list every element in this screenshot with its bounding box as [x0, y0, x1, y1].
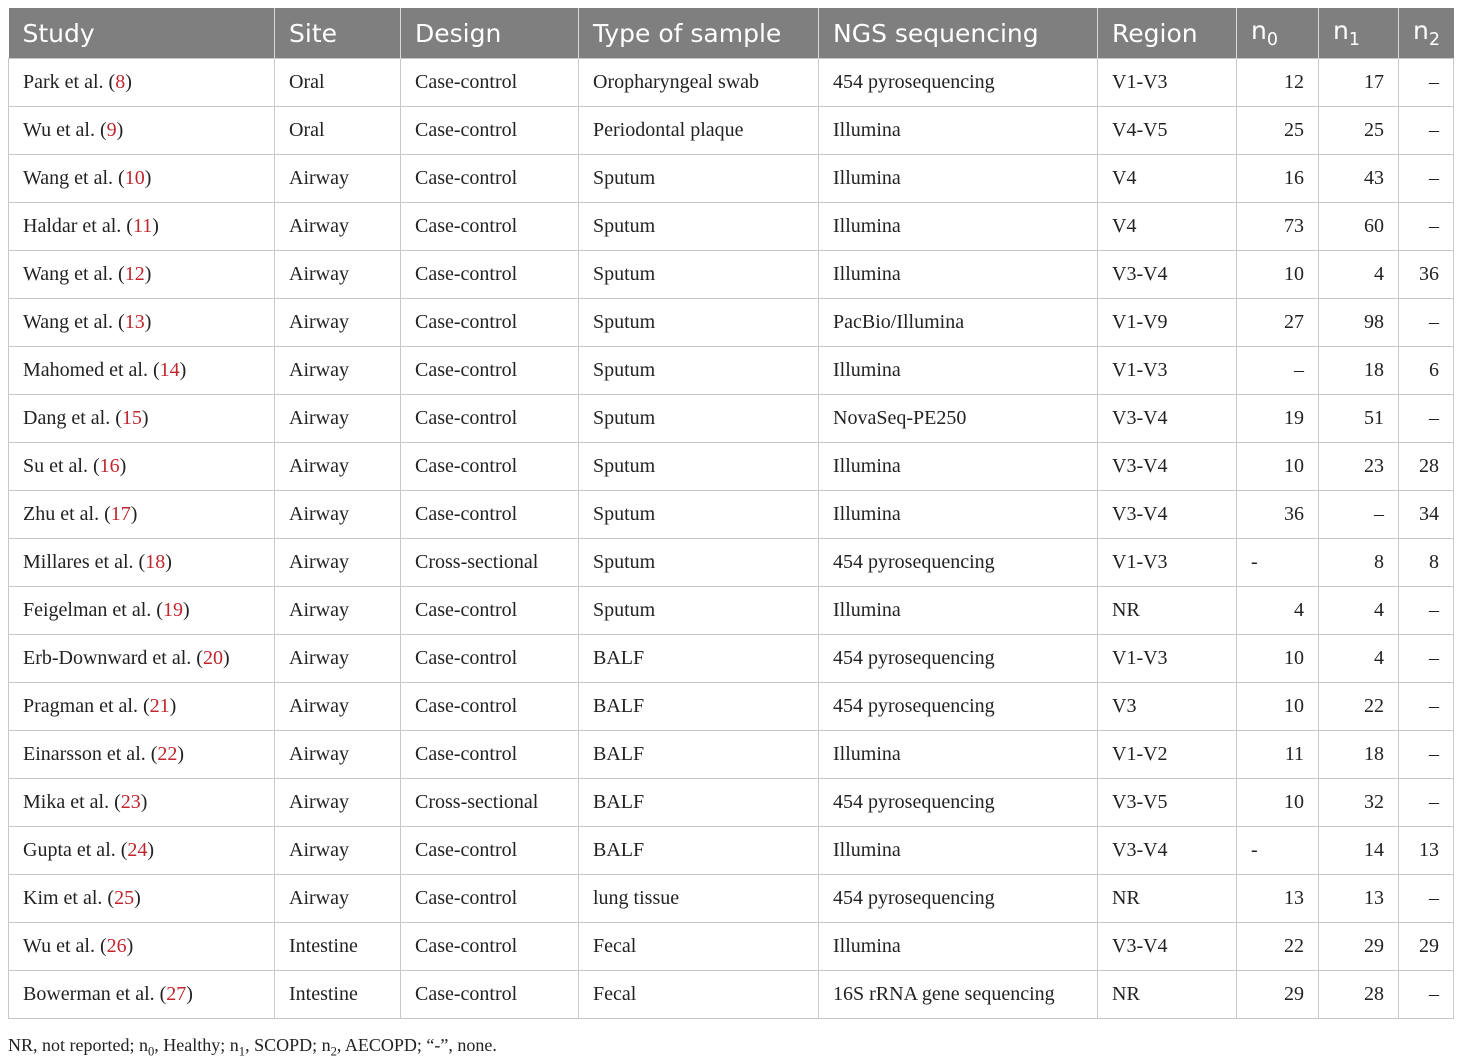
cell-sample: BALF: [579, 731, 819, 779]
cell-ngs: Illumina: [819, 827, 1098, 875]
table-row: [9, 635, 1454, 683]
cell-n0: 4: [1237, 587, 1319, 635]
study-author-text: ): [116, 119, 124, 141]
study-author-text: Wang et al. (: [23, 263, 125, 285]
cell-n1: 32: [1319, 779, 1399, 827]
citation-link[interactable]: 20: [202, 647, 223, 669]
study-author-text: ): [222, 647, 230, 669]
cell-design: Case-control: [401, 251, 579, 299]
citation-link[interactable]: 22: [157, 743, 178, 765]
cell-n2: 34: [1399, 491, 1454, 539]
cell-region: V1-V3: [1098, 347, 1237, 395]
cell-design: Case-control: [401, 827, 579, 875]
citation-link[interactable]: 24: [127, 839, 148, 861]
study-author-text: Park et al. (: [23, 71, 116, 93]
table-container: [8, 8, 1453, 1019]
n0-sub: 0: [1266, 30, 1278, 50]
cell-n1: 4: [1319, 635, 1399, 683]
col-header-region: Region: [1098, 8, 1237, 59]
study-author-text: ): [144, 263, 152, 285]
citation-link[interactable]: 8: [115, 71, 126, 93]
cell-ngs: 454 pyrosequencing: [819, 683, 1098, 731]
citation-link[interactable]: 17: [110, 503, 131, 525]
cell-sample: Sputum: [579, 539, 819, 587]
cell-study: [9, 731, 275, 779]
cell-study: [9, 971, 275, 1019]
cell-n2: –: [1399, 107, 1454, 155]
cell-ngs: 454 pyrosequencing: [819, 779, 1098, 827]
cell-ngs: Illumina: [819, 587, 1098, 635]
cell-design: Cross-sectional: [401, 779, 579, 827]
cell-design: Case-control: [401, 155, 579, 203]
col-header-site: Site: [275, 8, 401, 59]
footnote-part: , SCOPD; n: [245, 1035, 331, 1055]
study-author-text: Mahomed et al. (: [23, 359, 160, 381]
cell-n1: –: [1319, 491, 1399, 539]
cell-site: Airway: [275, 491, 401, 539]
cell-region: V3-V4: [1098, 251, 1237, 299]
cell-site: Airway: [275, 587, 401, 635]
cell-study: [9, 347, 275, 395]
cell-n2: 29: [1399, 923, 1454, 971]
cell-region: V3-V4: [1098, 923, 1237, 971]
cell-site: Intestine: [275, 923, 401, 971]
cell-n0: –: [1237, 347, 1319, 395]
cell-sample: Sputum: [579, 395, 819, 443]
cell-n2: –: [1399, 395, 1454, 443]
cell-region: V4: [1098, 203, 1237, 251]
table-row: [9, 683, 1454, 731]
cell-study: [9, 299, 275, 347]
cell-sample: Sputum: [579, 299, 819, 347]
citation-link[interactable]: 23: [120, 791, 141, 813]
cell-n1: 43: [1319, 155, 1399, 203]
cell-n1: 13: [1319, 875, 1399, 923]
footnote-sub: 0: [147, 1044, 155, 1059]
cell-design: Cross-sectional: [401, 539, 579, 587]
cell-site: Airway: [275, 251, 401, 299]
n0-base: n: [1251, 16, 1267, 45]
cell-region: V1-V3: [1098, 59, 1237, 107]
cell-region: V3: [1098, 683, 1237, 731]
cell-n2: 28: [1399, 443, 1454, 491]
cell-design: Case-control: [401, 59, 579, 107]
cell-n0: 73: [1237, 203, 1319, 251]
table-body: [9, 59, 1454, 1019]
cell-n1: 8: [1319, 539, 1399, 587]
cell-n0: 22: [1237, 923, 1319, 971]
footnote-part: NR, not reported; n: [8, 1035, 148, 1055]
cell-study: [9, 635, 275, 683]
citation-link[interactable]: 11: [132, 215, 153, 237]
cell-region: V1-V9: [1098, 299, 1237, 347]
cell-region: V3-V4: [1098, 827, 1237, 875]
col-header-n0: [1237, 8, 1319, 59]
cell-n0: 10: [1237, 443, 1319, 491]
cell-sample: BALF: [579, 635, 819, 683]
cell-site: Airway: [275, 683, 401, 731]
table-row: [9, 827, 1454, 875]
cell-n0: 16: [1237, 155, 1319, 203]
cell-study: [9, 683, 275, 731]
table-footnote: [8, 1035, 497, 1060]
cell-region: V4-V5: [1098, 107, 1237, 155]
cell-sample: Fecal: [579, 971, 819, 1019]
citation-link[interactable]: 9: [106, 119, 117, 141]
cell-study: [9, 827, 275, 875]
cell-site: Airway: [275, 779, 401, 827]
table-row: [9, 731, 1454, 779]
cell-study: [9, 587, 275, 635]
table-row: [9, 539, 1454, 587]
table-row: [9, 203, 1454, 251]
cell-region: V1-V3: [1098, 539, 1237, 587]
cell-site: Airway: [275, 155, 401, 203]
cell-sample: Sputum: [579, 347, 819, 395]
cell-n2: 13: [1399, 827, 1454, 875]
cell-design: Case-control: [401, 395, 579, 443]
study-author-text: Erb-Downward et al. (: [23, 647, 203, 669]
cell-sample: Periodontal plaque: [579, 107, 819, 155]
cell-site: Airway: [275, 731, 401, 779]
cell-n0: -: [1237, 827, 1319, 875]
study-author-text: ): [179, 359, 187, 381]
citation-link[interactable]: 13: [124, 311, 145, 333]
study-author-text: ): [125, 71, 132, 93]
cell-n2: –: [1399, 875, 1454, 923]
cell-design: Case-control: [401, 347, 579, 395]
cell-ngs: NovaSeq-PE250: [819, 395, 1098, 443]
citation-link[interactable]: 12: [124, 263, 145, 285]
table-row: [9, 107, 1454, 155]
cell-region: NR: [1098, 875, 1237, 923]
study-author-text: ): [152, 215, 159, 237]
cell-study: [9, 443, 275, 491]
cell-region: V3-V4: [1098, 491, 1237, 539]
cell-n1: 23: [1319, 443, 1399, 491]
cell-ngs: PacBio/Illumina: [819, 299, 1098, 347]
col-header-study: Study: [9, 8, 275, 59]
cell-n0: 10: [1237, 683, 1319, 731]
cell-sample: Oropharyngeal swab: [579, 59, 819, 107]
table-row: [9, 587, 1454, 635]
cell-n0: 10: [1237, 635, 1319, 683]
cell-ngs: Illumina: [819, 107, 1098, 155]
study-author-text: ): [182, 599, 190, 621]
study-author-text: ): [147, 839, 155, 861]
cell-sample: lung tissue: [579, 875, 819, 923]
col-header-n2: [1399, 8, 1454, 59]
cell-site: Oral: [275, 59, 401, 107]
table-row: [9, 347, 1454, 395]
cell-n0: 19: [1237, 395, 1319, 443]
study-author-text: ): [186, 983, 193, 1005]
cell-ngs: 454 pyrosequencing: [819, 539, 1098, 587]
study-author-text: ): [119, 455, 127, 477]
cell-n1: 18: [1319, 347, 1399, 395]
cell-study: [9, 107, 275, 155]
table-row: [9, 155, 1454, 203]
study-author-text: Feigelman et al. (: [23, 599, 163, 621]
cell-sample: BALF: [579, 683, 819, 731]
cell-site: Oral: [275, 107, 401, 155]
cell-sample: Fecal: [579, 923, 819, 971]
cell-n1: 51: [1319, 395, 1399, 443]
table-row: [9, 875, 1454, 923]
n2-sub: 2: [1428, 30, 1440, 50]
cell-design: Case-control: [401, 107, 579, 155]
study-author-text: Mika et al. (: [23, 791, 121, 813]
table-header-row: [9, 8, 1454, 59]
cell-study: [9, 779, 275, 827]
study-author-text: Wu et al. (: [23, 935, 107, 957]
study-author-text: Wang et al. (: [23, 311, 125, 333]
citation-link[interactable]: 10: [124, 167, 145, 189]
footnote-sub: 1: [238, 1044, 246, 1059]
citation-link[interactable]: 21: [149, 695, 170, 717]
cell-site: Airway: [275, 443, 401, 491]
study-author-text: Pragman et al. (: [23, 695, 150, 717]
cell-design: Case-control: [401, 203, 579, 251]
cell-region: V1-V2: [1098, 731, 1237, 779]
cell-sample: Sputum: [579, 251, 819, 299]
n1-base: n: [1333, 16, 1349, 45]
cell-region: NR: [1098, 971, 1237, 1019]
cell-study: [9, 251, 275, 299]
study-author-text: Einarsson et al. (: [23, 743, 158, 765]
cell-n1: 14: [1319, 827, 1399, 875]
cell-ngs: Illumina: [819, 251, 1098, 299]
cell-ngs: Illumina: [819, 155, 1098, 203]
cell-n1: 28: [1319, 971, 1399, 1019]
citation-link[interactable]: 18: [145, 551, 166, 573]
cell-ngs: Illumina: [819, 203, 1098, 251]
study-author-text: ): [130, 503, 138, 525]
n2-base: n: [1413, 16, 1429, 45]
cell-ngs: 454 pyrosequencing: [819, 875, 1098, 923]
n1-sub: 1: [1348, 30, 1360, 50]
cell-ngs: Illumina: [819, 443, 1098, 491]
cell-ngs: 454 pyrosequencing: [819, 59, 1098, 107]
cell-design: Case-control: [401, 923, 579, 971]
citation-link[interactable]: 15: [121, 407, 142, 429]
cell-design: Case-control: [401, 491, 579, 539]
col-header-design: Design: [401, 8, 579, 59]
cell-study: [9, 491, 275, 539]
cell-sample: BALF: [579, 827, 819, 875]
cell-n2: 36: [1399, 251, 1454, 299]
cell-n2: –: [1399, 683, 1454, 731]
cell-sample: Sputum: [579, 155, 819, 203]
table-row: [9, 59, 1454, 107]
study-author-text: Bowerman et al. (: [23, 983, 167, 1005]
cell-region: V1-V3: [1098, 635, 1237, 683]
table-row: [9, 251, 1454, 299]
cell-sample: Sputum: [579, 587, 819, 635]
footnote-part: , AECOPD; “-”, none.: [336, 1035, 497, 1055]
cell-region: V3-V4: [1098, 443, 1237, 491]
cell-ngs: Illumina: [819, 731, 1098, 779]
cell-n0: -: [1237, 539, 1319, 587]
table-row: [9, 779, 1454, 827]
citation-link[interactable]: 27: [166, 983, 187, 1005]
cell-site: Airway: [275, 395, 401, 443]
cell-n0: 36: [1237, 491, 1319, 539]
cell-design: Case-control: [401, 299, 579, 347]
cell-design: Case-control: [401, 875, 579, 923]
cell-n1: 25: [1319, 107, 1399, 155]
study-author-text: Su et al. (: [23, 455, 100, 477]
col-header-sample: Type of sample: [579, 8, 819, 59]
table-row: [9, 299, 1454, 347]
footnote-part: , Healthy; n: [154, 1035, 239, 1055]
table-row: [9, 395, 1454, 443]
cell-ngs: 16S rRNA gene sequencing: [819, 971, 1098, 1019]
cell-design: Case-control: [401, 683, 579, 731]
cell-ngs: Illumina: [819, 923, 1098, 971]
study-author-text: ): [144, 311, 152, 333]
cell-site: Intestine: [275, 971, 401, 1019]
study-author-text: ): [126, 935, 134, 957]
cell-n2: –: [1399, 155, 1454, 203]
cell-region: NR: [1098, 587, 1237, 635]
cell-study: [9, 395, 275, 443]
cell-sample: Sputum: [579, 491, 819, 539]
table-row: [9, 491, 1454, 539]
cell-n1: 17: [1319, 59, 1399, 107]
cell-ngs: Illumina: [819, 347, 1098, 395]
col-header-n1: [1319, 8, 1399, 59]
study-author-text: ): [140, 791, 148, 813]
citation-link[interactable]: 14: [159, 359, 180, 381]
cell-design: Case-control: [401, 635, 579, 683]
cell-n1: 22: [1319, 683, 1399, 731]
studies-table: [8, 8, 1454, 1019]
study-author-text: Kim et al. (: [23, 887, 115, 909]
study-author-text: ): [134, 887, 141, 909]
table-row: [9, 971, 1454, 1019]
cell-study: [9, 539, 275, 587]
study-author-text: Dang et al. (: [23, 407, 122, 429]
citation-link[interactable]: 16: [99, 455, 120, 477]
cell-n1: 4: [1319, 251, 1399, 299]
cell-design: Case-control: [401, 731, 579, 779]
citation-link[interactable]: 25: [114, 887, 135, 909]
cell-site: Airway: [275, 875, 401, 923]
cell-design: Case-control: [401, 587, 579, 635]
cell-n0: 29: [1237, 971, 1319, 1019]
cell-design: Case-control: [401, 443, 579, 491]
cell-n1: 29: [1319, 923, 1399, 971]
footnote-sub: 2: [330, 1044, 337, 1059]
study-author-text: ): [165, 551, 172, 573]
study-author-text: Wu et al. (: [23, 119, 107, 141]
study-author-text: Gupta et al. (: [23, 839, 128, 861]
table-row: [9, 923, 1454, 971]
cell-site: Airway: [275, 827, 401, 875]
cell-n1: 18: [1319, 731, 1399, 779]
cell-region: V3-V4: [1098, 395, 1237, 443]
citation-link[interactable]: 19: [162, 599, 183, 621]
cell-study: [9, 203, 275, 251]
cell-site: Airway: [275, 203, 401, 251]
cell-ngs: Illumina: [819, 491, 1098, 539]
cell-design: Case-control: [401, 971, 579, 1019]
cell-n2: –: [1399, 779, 1454, 827]
study-author-text: Millares et al. (: [23, 551, 146, 573]
study-author-text: Wang et al. (: [23, 167, 125, 189]
cell-sample: Sputum: [579, 203, 819, 251]
cell-n0: 11: [1237, 731, 1319, 779]
cell-region: V3-V5: [1098, 779, 1237, 827]
cell-n0: 13: [1237, 875, 1319, 923]
col-header-ngs: NGS sequencing: [819, 8, 1098, 59]
cell-n2: –: [1399, 587, 1454, 635]
cell-n2: –: [1399, 635, 1454, 683]
study-author-text: ): [144, 167, 152, 189]
cell-sample: BALF: [579, 779, 819, 827]
cell-site: Airway: [275, 299, 401, 347]
cell-n0: 10: [1237, 779, 1319, 827]
study-author-text: ): [141, 407, 149, 429]
cell-n1: 98: [1319, 299, 1399, 347]
cell-sample: Sputum: [579, 443, 819, 491]
cell-n1: 4: [1319, 587, 1399, 635]
cell-n2: 6: [1399, 347, 1454, 395]
cell-n1: 60: [1319, 203, 1399, 251]
study-author-text: ): [169, 695, 177, 717]
cell-site: Airway: [275, 347, 401, 395]
citation-link[interactable]: 26: [106, 935, 127, 957]
cell-n0: 27: [1237, 299, 1319, 347]
cell-region: V4: [1098, 155, 1237, 203]
cell-study: [9, 59, 275, 107]
study-author-text: ): [177, 743, 185, 765]
cell-n2: –: [1399, 59, 1454, 107]
cell-site: Airway: [275, 539, 401, 587]
cell-n0: 25: [1237, 107, 1319, 155]
cell-n2: –: [1399, 299, 1454, 347]
cell-n0: 10: [1237, 251, 1319, 299]
cell-n2: –: [1399, 731, 1454, 779]
cell-n2: 8: [1399, 539, 1454, 587]
cell-n0: 12: [1237, 59, 1319, 107]
cell-study: [9, 155, 275, 203]
study-author-text: Zhu et al. (: [23, 503, 111, 525]
cell-n2: –: [1399, 971, 1454, 1019]
study-author-text: Haldar et al. (: [23, 215, 133, 237]
cell-ngs: 454 pyrosequencing: [819, 635, 1098, 683]
cell-n2: –: [1399, 203, 1454, 251]
cell-study: [9, 923, 275, 971]
table-row: [9, 443, 1454, 491]
cell-study: [9, 875, 275, 923]
cell-site: Airway: [275, 635, 401, 683]
